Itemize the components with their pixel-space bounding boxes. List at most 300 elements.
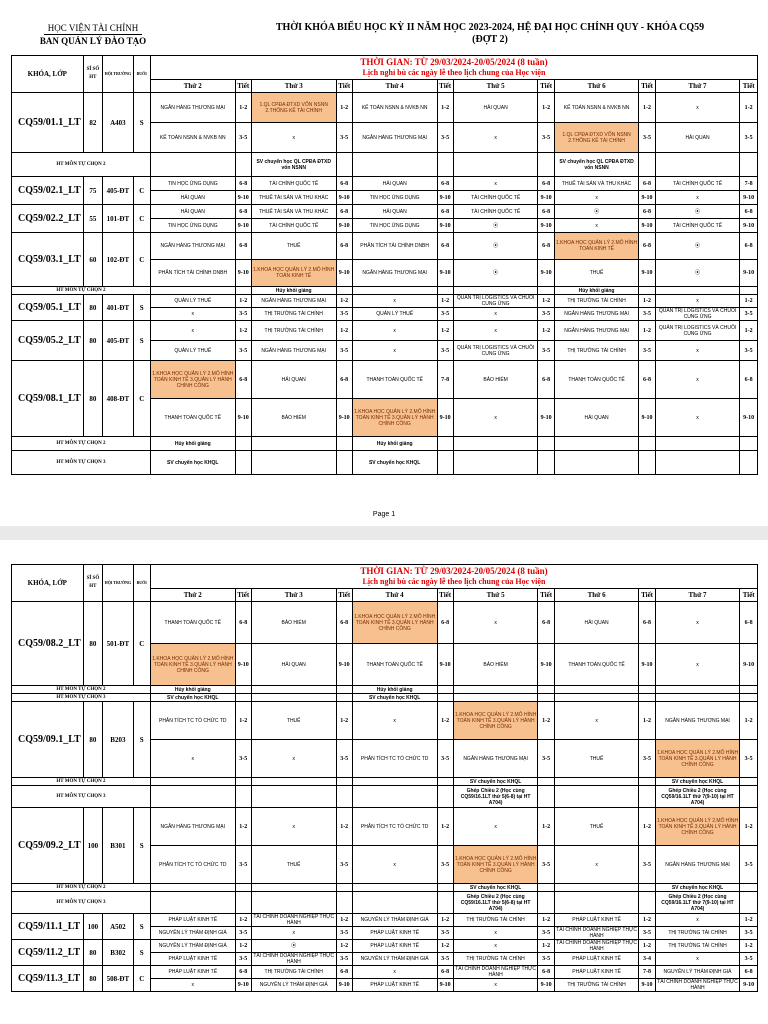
subject-cell (336, 778, 352, 786)
subject-cell: TÀI CHÍNH DOANH NGHIỆP THỰC HÀNH (556, 940, 637, 952)
subject-cell (554, 694, 639, 702)
subject-cell (639, 686, 655, 694)
day-header: Thứ 3 (251, 80, 336, 93)
subject-cell: THỊ TRƯỜNG TÀI CHÍNH (655, 940, 740, 953)
period-header: Tiết (235, 589, 251, 602)
subject-cell: NGÂN HÀNG THƯƠNG MẠI (150, 233, 235, 260)
subject-cell: NGÂN HÀNG THƯƠNG MẠI (251, 295, 336, 308)
day-header: Thứ 6 (554, 80, 639, 93)
period-cell: 1-2 (538, 808, 554, 846)
elective-note-label: HT MÔN TỰ CHỌN 2 (12, 884, 151, 892)
subject-cell: TIN HỌC ỨNG DỤNG (352, 219, 437, 233)
period-cell: 6-8 (336, 205, 352, 219)
subject-cell: Hủy khối giảng (352, 437, 437, 451)
subject-cell (740, 892, 758, 914)
day-header: Thứ 7 (655, 589, 740, 602)
period-cell: 6-8 (639, 602, 655, 644)
period-header: Tiết (336, 589, 352, 602)
subject-cell: THỊ TRƯỜNG TÀI CHÍNH (453, 953, 538, 966)
period-cell: 1-2 (740, 940, 758, 953)
period-cell: 6-8 (538, 602, 554, 644)
period-cell: 1-2 (235, 702, 251, 740)
subject-cell: TÀI CHÍNH DOANH NGHIỆP THỰC HÀNH (455, 966, 536, 978)
class-size: 80 (83, 602, 103, 686)
class-room: B301 (103, 808, 133, 884)
subject-cell: x (453, 927, 538, 940)
class-room: 508-ĐT (103, 966, 133, 992)
subject-cell (352, 778, 437, 786)
period-cell: 3-5 (336, 927, 352, 940)
period-cell: 6-8 (437, 966, 453, 979)
elective-note-label: HT MÔN TỰ CHỌN 2 (12, 437, 151, 451)
period-cell: 9-10 (639, 399, 655, 437)
subject-cell: THUẾ (554, 740, 639, 778)
page-2 (0, 540, 768, 1024)
subject-cell: PHÁP LUẬT KINH TẾ (352, 927, 437, 940)
period-cell: 3-5 (740, 740, 758, 778)
period-cell: 3-5 (235, 846, 251, 884)
subject-cell: TÀI CHÍNH QUỐC TẾ (251, 177, 336, 191)
subject-cell: NGÂN HÀNG THƯƠNG MẠI (352, 260, 437, 287)
subject-cell (538, 786, 554, 808)
subject-cell (639, 786, 655, 808)
subject-cell (235, 778, 251, 786)
period-cell: 7-8 (437, 361, 453, 399)
class-size: 82 (83, 93, 103, 153)
class-session: C (133, 233, 150, 287)
subject-cell: THANH TOÁN QUỐC TẾ (352, 361, 437, 399)
period-cell: 3-5 (538, 927, 554, 940)
subject-cell (453, 451, 538, 475)
subject-cell: 1.QL CPĐA ĐTXD VỐN NSNN 2.THỐNG KÊ TÀI CHÍNH (251, 93, 336, 123)
period-cell: 9-10 (538, 979, 554, 992)
subject-cell (235, 287, 251, 295)
period-cell: 6-8 (235, 205, 251, 219)
subject-cell: SV chuyển học KHQL (352, 694, 437, 702)
subject-cell: SV chuyển học KHQL (453, 778, 538, 786)
period-cell: 3-5 (437, 308, 453, 321)
col-header-size: SĨ SỐ HT (83, 565, 103, 602)
subject-cell: PHÂN TÍCH TÀI CHÍNH DNBH (150, 260, 235, 287)
subject-cell: THUẾ (251, 702, 336, 740)
class-room: 501-ĐT (103, 602, 133, 686)
subject-cell: x (352, 341, 437, 361)
holiday-note: Lịch nghỉ bù các ngày lễ theo lịch chung của Học viện (362, 577, 546, 586)
subject-cell: 1.KHOA HỌC QUẢN LÝ 2.MÔ HÌNH TOÁN KINH TẾ 3.QUẢN LÝ HÀNH CHÍNH CÔNG (352, 602, 437, 644)
class-session: C (133, 966, 150, 992)
period-cell: 3-5 (235, 927, 251, 940)
period-cell: 6-8 (639, 205, 655, 219)
subject-cell: NGÂN HÀNG THƯƠNG MẠI (150, 808, 235, 846)
subject-cell: HẢI QUAN (251, 644, 336, 686)
subject-cell: 1.KHOA HỌC QUẢN LÝ 2.MÔ HÌNH TOÁN KINH TẾ 3.QUẢN LÝ HÀNH CHÍNH CÔNG (150, 361, 235, 399)
subject-cell: BẢO HIỂM (453, 644, 538, 686)
subject-cell: NGUYÊN LÝ THẨM ĐỊNH GIÁ (150, 940, 235, 953)
org-name: HỌC VIỆN TÀI CHÍNH (44, 22, 142, 35)
period-cell: 1-2 (538, 295, 554, 308)
subject-cell: PHÁP LUẬT KINH TẾ (150, 966, 235, 979)
subject-cell (655, 287, 740, 295)
subject-cell: x (150, 321, 235, 341)
class-size: 80 (83, 940, 103, 966)
period-cell: 3-5 (639, 846, 655, 884)
subject-cell: TIN HỌC ỨNG DỤNG (150, 177, 235, 191)
subject-cell: x (453, 177, 538, 191)
subject-cell: ⦿ (453, 219, 538, 233)
period-cell: 1-2 (740, 93, 758, 123)
subject-cell: HẢI QUAN (150, 205, 235, 219)
subject-cell: ⦿ (554, 205, 639, 219)
subject-cell: THUẾ (554, 260, 639, 287)
subject-cell: THANH TOÁN QUỐC TẾ (554, 361, 639, 399)
subject-cell: THỊ TRƯỜNG TÀI CHÍNH (655, 927, 740, 940)
subject-cell (251, 778, 336, 786)
period-cell: 1-2 (437, 914, 453, 927)
subject-cell (150, 884, 235, 892)
day-header: Thứ 7 (655, 80, 740, 93)
subject-cell: HẢI QUAN (554, 399, 639, 437)
period-cell: 6-8 (538, 205, 554, 219)
period-cell: 6-8 (639, 233, 655, 260)
period-cell: 1-2 (437, 702, 453, 740)
subject-cell: PHÁP LUẬT KINH TẾ (554, 953, 639, 966)
subject-cell: THANH TOÁN QUỐC TẾ (352, 644, 437, 686)
period-cell: 9-10 (740, 399, 758, 437)
period-cell: 3-5 (336, 846, 352, 884)
period-cell: 9-10 (538, 260, 554, 287)
class-room: B203 (103, 702, 133, 778)
day-header: Thứ 4 (352, 589, 437, 602)
subject-cell: SV chuyển học QL CPĐA ĐTXD vốn NSNN (554, 153, 639, 177)
subject-cell: x (453, 602, 538, 644)
subject-cell: HẢI QUAN (352, 205, 437, 219)
class-size: 75 (83, 177, 103, 205)
period-cell: 6-8 (740, 205, 758, 219)
subject-cell: ⦿ (655, 205, 740, 219)
class-room: A502 (103, 914, 133, 940)
subject-cell: THANH TOÁN QUỐC TẾ (150, 602, 235, 644)
col-header-class: KHÓA, LỚP (12, 565, 84, 602)
subject-cell: 1.KHOA HỌC QUẢN LÝ 2.MÔ HÌNH TOÁN KINH TẾ 3.QUẢN LÝ HÀNH CHÍNH CÔNG (655, 808, 740, 846)
subject-cell (639, 778, 655, 786)
table-row (12, 295, 758, 308)
subject-cell (639, 892, 655, 914)
table-row (12, 205, 758, 219)
subject-cell (437, 786, 453, 808)
subject-cell: x (453, 940, 538, 953)
col-header-room: HỘI TRƯỜNG (103, 56, 133, 93)
period-cell: 9-10 (235, 979, 251, 992)
period-cell: 9-10 (639, 191, 655, 205)
subject-cell (437, 437, 453, 451)
subject-cell: x (554, 219, 639, 233)
table-row (12, 451, 758, 475)
subject-cell: x (554, 191, 639, 205)
period-cell: 1-2 (740, 914, 758, 927)
subject-cell: THUẾ (251, 233, 336, 260)
subject-cell: x (655, 914, 740, 927)
period-header: Tiết (639, 80, 655, 93)
subject-cell: Hủy khối giảng (150, 437, 235, 451)
subject-cell (740, 778, 758, 786)
subject-cell (639, 884, 655, 892)
subject-cell (352, 287, 437, 295)
subject-cell (437, 153, 453, 177)
subject-cell (655, 694, 740, 702)
period-cell: 9-10 (437, 219, 453, 233)
subject-cell: SV chuyển học KHQL (352, 451, 437, 475)
period-cell: 1-2 (235, 295, 251, 308)
subject-cell: 1.KHOA HỌC QUẢN LÝ 2.MÔ HÌNH TOÁN KINH TẾ 3.QUẢN LÝ HÀNH CHÍNH CÔNG (453, 846, 538, 884)
subject-cell: THỊ TRƯỜNG TÀI CHÍNH (453, 914, 538, 927)
table-row (12, 884, 758, 892)
period-cell: 3-5 (740, 341, 758, 361)
subject-cell: QUẢN LÝ THUẾ (352, 308, 437, 321)
col-header-room: HỘI TRƯỜNG (103, 565, 133, 602)
subject-cell: THUẾ TÀI SẢN VÀ THU KHÁC (251, 205, 336, 219)
period-cell: 9-10 (740, 191, 758, 205)
period-cell: 9-10 (336, 191, 352, 205)
subject-cell (740, 694, 758, 702)
subject-cell: NGÂN HÀNG THƯƠNG MẠI (150, 93, 235, 123)
period-cell: 3-5 (538, 123, 554, 153)
time-range-header (150, 565, 757, 589)
subject-cell: QUẢN LÝ THUẾ (150, 341, 235, 361)
period-cell: 9-10 (740, 979, 758, 992)
subject-cell: THANH TOÁN QUỐC TẾ (150, 399, 235, 437)
period-cell: 1-2 (235, 93, 251, 123)
subject-cell (235, 451, 251, 475)
subject-cell (437, 884, 453, 892)
subject-cell: HẢI QUAN (554, 602, 639, 644)
subject-cell (251, 451, 336, 475)
subject-cell (740, 437, 758, 451)
subject-cell: x (655, 399, 740, 437)
period-cell: 3-5 (538, 341, 554, 361)
subject-cell: x (453, 308, 538, 321)
period-cell: 6-8 (740, 361, 758, 399)
subject-cell: x (655, 644, 740, 686)
subject-cell: THANH TOÁN QUỐC TẾ (554, 644, 639, 686)
class-session: C (133, 205, 150, 233)
elective-note-label: HT MÔN TỰ CHỌN 2 (12, 686, 151, 694)
subject-cell: x (655, 602, 740, 644)
period-cell: 1-2 (740, 702, 758, 740)
elective-note-label: HT MÔN TỰ CHỌN 3 (12, 786, 151, 808)
period-cell: 6-8 (538, 361, 554, 399)
subject-cell (740, 786, 758, 808)
subject-cell (740, 686, 758, 694)
day-header: Thứ 2 (150, 589, 235, 602)
subject-cell (453, 287, 538, 295)
day-header: Thứ 4 (352, 80, 437, 93)
subject-cell: 1.KHOA HỌC QUẢN LÝ 2.MÔ HÌNH TOÁN KINH TẾ (554, 233, 639, 260)
period-header: Tiết (740, 80, 758, 93)
class-size: 80 (83, 702, 103, 778)
period-cell: 3-5 (538, 740, 554, 778)
period-cell: 6-8 (538, 177, 554, 191)
table-row (12, 914, 758, 927)
subject-cell: 1.KHOA HỌC QUẢN LÝ 2.MÔ HÌNH TOÁN KINH TẾ 3.QUẢN LÝ HÀNH CHÍNH CÔNG (352, 399, 437, 437)
period-cell: 3-5 (740, 308, 758, 321)
period-cell: 3-5 (639, 927, 655, 940)
subject-cell: x (655, 191, 740, 205)
period-cell: 9-10 (538, 644, 554, 686)
subject-cell: TÀI CHÍNH QUỐC TẾ (655, 219, 740, 233)
subject-cell (538, 778, 554, 786)
period-cell: 1-2 (437, 940, 453, 953)
period-cell: 6-8 (740, 602, 758, 644)
org-header (18, 22, 168, 47)
period-cell: 6-8 (336, 177, 352, 191)
subject-cell: Ghép Chiều 2 (Học cùng CQ59/16.1LT thứ 5(6-8) tại HT A704) (453, 892, 538, 914)
subject-cell (453, 437, 538, 451)
subject-cell (150, 778, 235, 786)
period-cell: 9-10 (538, 191, 554, 205)
class-id: CQ59/08.2_LT (12, 602, 84, 686)
period-header: Tiết (740, 589, 758, 602)
elective-note-label: HT MÔN TỰ CHỌN 3 (12, 892, 151, 914)
subject-cell (538, 892, 554, 914)
class-session: C (133, 361, 150, 437)
period-cell: 9-10 (639, 260, 655, 287)
period-cell: 3-5 (740, 953, 758, 966)
time-range-header (150, 56, 757, 80)
subject-cell: x (251, 123, 336, 153)
class-size: 100 (83, 808, 103, 884)
class-session: S (133, 940, 150, 966)
period-cell: 1-2 (336, 702, 352, 740)
period-cell: 6-8 (336, 602, 352, 644)
subject-cell: BẢO HIỂM (251, 602, 336, 644)
subject-cell: ⦿ (453, 260, 538, 287)
subject-cell: PHÂN TÍCH TC TỔ CHỨC TD (352, 740, 437, 778)
period-cell: 1-2 (336, 940, 352, 953)
period-cell: 1-2 (740, 321, 758, 341)
period-cell: 3-5 (639, 123, 655, 153)
subject-cell: x (655, 953, 740, 966)
subject-cell (538, 884, 554, 892)
period-cell: 6-8 (740, 966, 758, 979)
page-number: Page 1 (372, 511, 396, 518)
period-cell: 3-5 (740, 123, 758, 153)
subject-cell: THỊ TRƯỜNG TÀI CHÍNH (251, 966, 336, 979)
subject-cell (150, 892, 235, 914)
day-header: Thứ 3 (251, 589, 336, 602)
subject-cell (538, 686, 554, 694)
subject-cell: THỊ TRƯỜNG TÀI CHÍNH (554, 295, 639, 308)
period-cell: 3-5 (740, 927, 758, 940)
period-cell: 6-8 (740, 233, 758, 260)
subject-cell: NGÂN HÀNG THƯƠNG MẠI (655, 846, 740, 884)
subject-cell (639, 287, 655, 295)
class-room: 405-ĐT (103, 177, 133, 205)
period-cell: 3-5 (639, 308, 655, 321)
subject-cell: Hủy khối giảng (554, 287, 639, 295)
class-room: 408-ĐT (103, 361, 133, 437)
time-range: THỜI GIAN: TỪ 29/03/2024-20/05/2024 (8 tuần) (360, 57, 548, 67)
subject-cell (437, 778, 453, 786)
subject-cell: 1.KHOA HỌC QUẢN LÝ 2.MÔ HÌNH TOÁN KINH TẾ 3.QUẢN LÝ HÀNH CHÍNH CÔNG (655, 740, 740, 778)
subject-cell: HẢI QUAN (251, 361, 336, 399)
period-cell: 3-5 (235, 953, 251, 966)
subject-cell (352, 884, 437, 892)
subject-cell: THUẾ (554, 808, 639, 846)
subject-cell: x (554, 702, 639, 740)
subject-cell: PHÂN TÍCH TC TỔ CHỨC TD (150, 846, 235, 884)
class-room: B302 (103, 940, 133, 966)
class-id: CQ59/02.1_LT (12, 177, 84, 205)
elective-note-label: HT MÔN TỰ CHỌN 3 (12, 694, 151, 702)
period-cell: 3-5 (639, 740, 655, 778)
subject-cell (336, 786, 352, 808)
table-row (12, 686, 758, 694)
subject-cell (235, 694, 251, 702)
subject-cell (336, 437, 352, 451)
subject-cell: 1.KHOA HỌC QUẢN LÝ 2.MÔ HÌNH TOÁN KINH TẾ 3.QUẢN LÝ HÀNH CHÍNH CÔNG (150, 644, 235, 686)
subject-cell: QUẢN TRỊ LOGISTICS VÀ CHUỖI CUNG ỨNG (655, 321, 740, 341)
subject-cell (235, 892, 251, 914)
subject-cell: QUẢN TRỊ LOGISTICS VÀ CHUỖI CUNG ỨNG (655, 308, 740, 321)
subject-cell: Hủy khối giảng (251, 287, 336, 295)
class-id: CQ59/05.1_LT (12, 295, 84, 321)
subject-cell: TIN HỌC ỨNG DỤNG (150, 219, 235, 233)
period-cell: 9-10 (235, 644, 251, 686)
period-cell: 6-8 (437, 602, 453, 644)
table-row (12, 321, 758, 341)
period-cell: 3-5 (235, 740, 251, 778)
subject-cell: NGÂN HÀNG THƯƠNG MẠI (453, 740, 538, 778)
subject-cell: x (251, 927, 336, 940)
subject-cell (538, 694, 554, 702)
period-cell: 6-8 (235, 361, 251, 399)
subject-cell (538, 287, 554, 295)
subject-cell: x (453, 979, 538, 992)
subject-cell: Hủy khối giảng (352, 686, 437, 694)
subject-cell: NGUYÊN LÝ THẨM ĐỊNH GIÁ (352, 914, 437, 927)
class-room: 405-ĐT (103, 321, 133, 361)
subject-cell: KẾ TOÁN NSNN & NVKB NN (150, 123, 235, 153)
period-cell: 3-5 (437, 123, 453, 153)
period-cell: 1-2 (538, 914, 554, 927)
class-size: 60 (83, 233, 103, 287)
period-cell: 9-10 (437, 260, 453, 287)
subject-cell (336, 892, 352, 914)
subject-cell (639, 437, 655, 451)
period-cell: 9-10 (235, 191, 251, 205)
subject-cell: THỊ TRƯỜNG TÀI CHÍNH (251, 321, 336, 341)
period-cell: 6-8 (437, 205, 453, 219)
period-cell: 9-10 (336, 260, 352, 287)
subject-cell (554, 778, 639, 786)
table-row (12, 177, 758, 191)
elective-note-label: HT MÔN TỰ CHỌN 2 (12, 778, 151, 786)
period-cell: 9-10 (235, 399, 251, 437)
subject-cell: x (352, 966, 437, 979)
period-cell: 3-5 (437, 927, 453, 940)
period-cell: 1-2 (235, 914, 251, 927)
table-row (12, 602, 758, 644)
period-cell: 3-5 (538, 953, 554, 966)
period-cell: 1-2 (538, 321, 554, 341)
class-session: C (133, 177, 150, 205)
period-cell: 3-5 (639, 341, 655, 361)
period-cell: 6-8 (538, 966, 554, 979)
period-cell: 6-8 (235, 233, 251, 260)
subject-cell: NGÂN HÀNG THƯƠNG MẠI (251, 341, 336, 361)
subject-cell (437, 287, 453, 295)
table-row (12, 153, 758, 177)
